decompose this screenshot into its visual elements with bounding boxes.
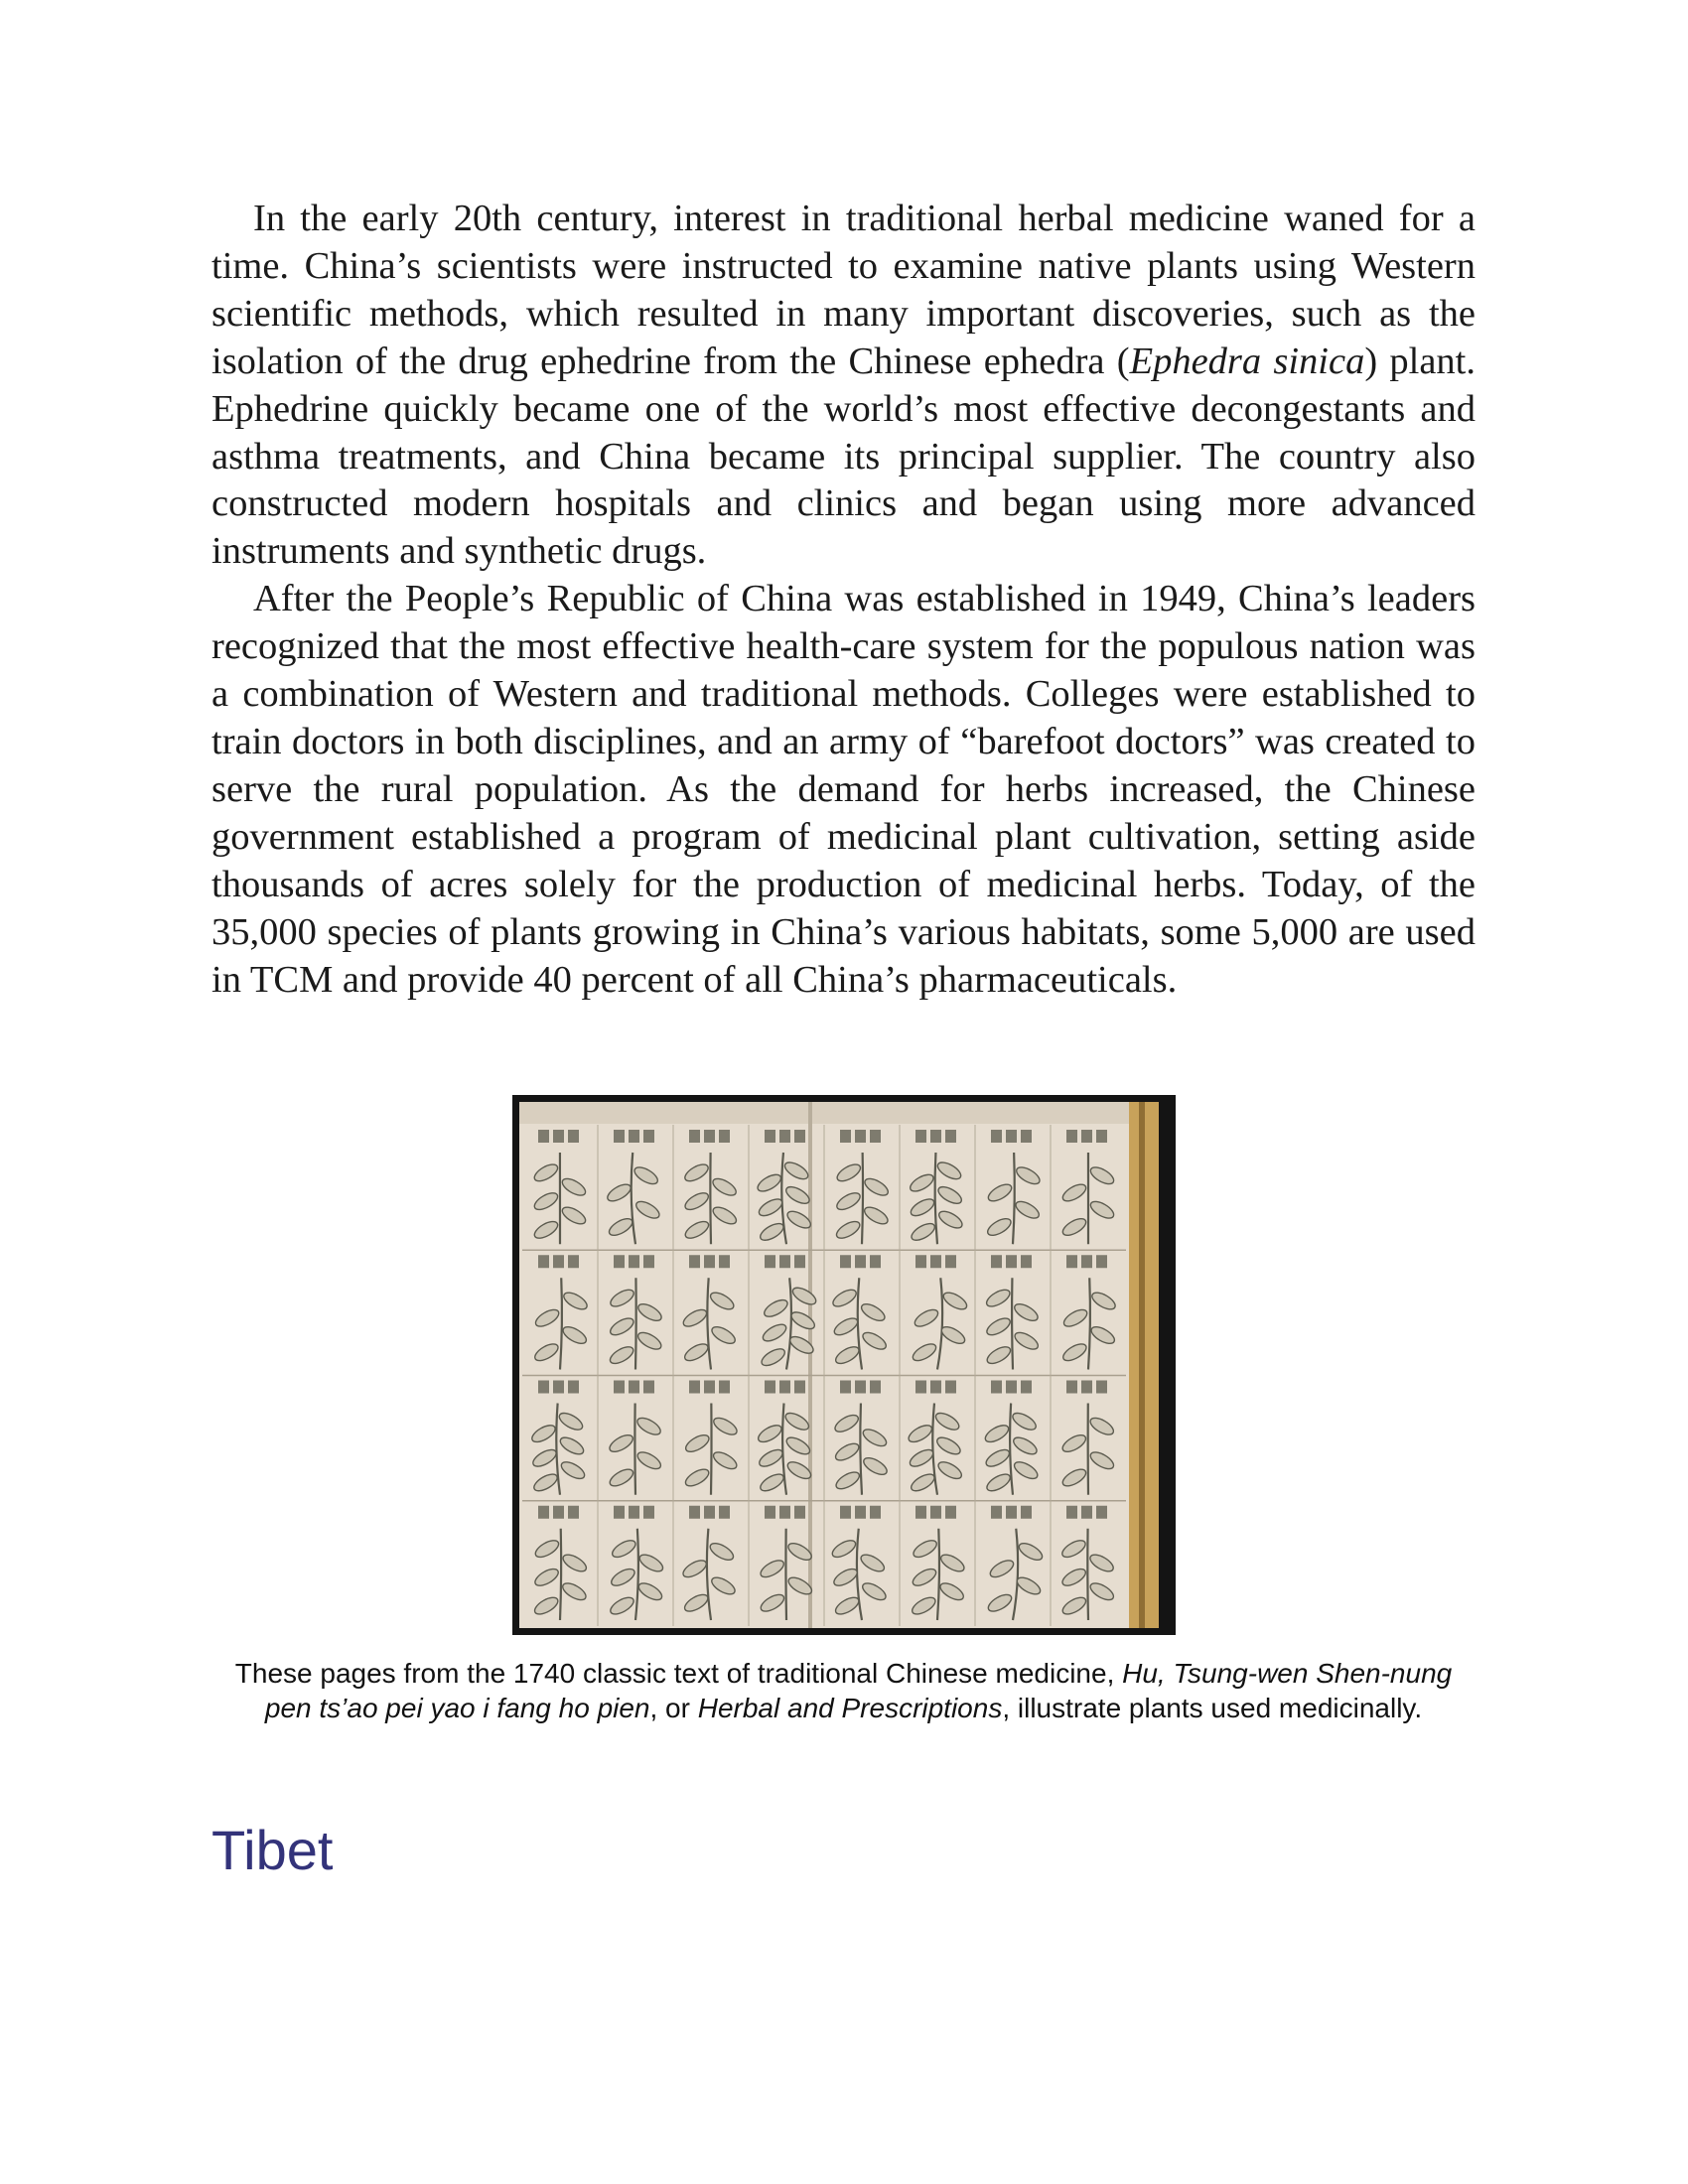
label-glyph [643,1506,654,1519]
label-glyph [1081,1255,1092,1268]
label-glyph [1066,1506,1077,1519]
label-glyph [629,1130,639,1143]
paragraph-1 [211,196,1476,576]
label-glyph [568,1130,579,1143]
label-glyph [840,1130,851,1143]
label-glyph [643,1381,654,1394]
label-glyph [794,1381,805,1394]
label-glyph [704,1506,715,1519]
label-glyph [794,1506,805,1519]
label-glyph [991,1130,1002,1143]
label-glyph [1006,1381,1017,1394]
label-glyph [765,1506,775,1519]
label-glyph [629,1381,639,1394]
label-glyph [689,1255,700,1268]
label-glyph [629,1506,639,1519]
label-glyph [689,1381,700,1394]
plant-stem [634,1404,635,1495]
section-heading: Tibet [211,1819,334,1881]
label-glyph [945,1130,956,1143]
label-glyph [765,1381,775,1394]
species-name: Ephedra sinica [1129,340,1365,382]
label-glyph [1021,1130,1032,1143]
label-glyph [915,1381,926,1394]
label-glyph [840,1381,851,1394]
label-glyph [1081,1130,1092,1143]
label-glyph [553,1130,564,1143]
label-glyph [855,1255,866,1268]
label-glyph [855,1381,866,1394]
label-glyph [614,1381,625,1394]
label-glyph [840,1255,851,1268]
label-glyph [794,1255,805,1268]
figure-caption [211,1656,1476,1725]
plant-stem [710,1153,711,1244]
paragraph-1-text-b: ) plant. Ephedrine quickly became one of the world’s most effective decongestants and asthma treatments, and China became its principal supplier. The country also constructed modern hospitals and clinics and began using more advanced instruments and synthetic drugs. [211,340,1476,573]
label-glyph [945,1255,956,1268]
label-glyph [779,1506,790,1519]
label-glyph [689,1130,700,1143]
caption-book-title: Hu, Tsung-wen Shen-nung pen ts’ao pei yao i fang ho pien [264,1658,1453,1723]
label-glyph [794,1130,805,1143]
label-glyph [1021,1255,1032,1268]
label-glyph [719,1130,730,1143]
label-glyph [840,1506,851,1519]
spine-edge [1139,1102,1145,1628]
label-glyph [915,1130,926,1143]
label-glyph [870,1255,881,1268]
label-glyph [870,1381,881,1394]
plant-stem [785,1529,786,1620]
label-glyph [719,1381,730,1394]
label-glyph [1006,1255,1017,1268]
label-glyph [1096,1506,1107,1519]
caption-text-b: , or [649,1693,698,1723]
label-glyph [1066,1130,1077,1143]
plant-stem [862,1153,863,1244]
label-glyph [643,1130,654,1143]
plant-stem [635,1278,636,1369]
label-glyph [1081,1506,1092,1519]
label-glyph [1081,1381,1092,1394]
label-glyph [614,1255,625,1268]
label-glyph [945,1381,956,1394]
label-glyph [855,1506,866,1519]
header-band [519,1102,1157,1124]
label-glyph [553,1255,564,1268]
label-glyph [991,1381,1002,1394]
label-glyph [945,1506,956,1519]
label-glyph [765,1130,775,1143]
plant-stem [711,1404,712,1495]
label-glyph [915,1506,926,1519]
label-glyph [855,1130,866,1143]
label-glyph [689,1506,700,1519]
label-glyph [930,1381,941,1394]
label-glyph [930,1506,941,1519]
label-glyph [1006,1506,1017,1519]
caption-text-a: These pages from the 1740 classic text of traditional Chinese medicine, [234,1658,1123,1689]
label-glyph [614,1130,625,1143]
label-glyph [643,1255,654,1268]
label-glyph [629,1255,639,1268]
paragraph-1-text-a: In the early 20th century, interest in traditional herbal medicine waned for a time. China’s scientists were instructed to examine native plants using Western scientific methods, which resulted in many important discoveries, such as the isolation of the drug ephedrine from the Chinese ephedra ( [211,198,1476,382]
label-glyph [1066,1255,1077,1268]
label-glyph [991,1506,1002,1519]
caption-book-english-title: Herbal and Prescriptions [697,1693,1003,1723]
label-glyph [915,1255,926,1268]
label-glyph [538,1255,549,1268]
label-glyph [1096,1255,1107,1268]
label-glyph [765,1255,775,1268]
label-glyph [1066,1381,1077,1394]
label-glyph [870,1130,881,1143]
label-glyph [1021,1506,1032,1519]
label-glyph [779,1130,790,1143]
label-glyph [538,1381,549,1394]
label-glyph [779,1255,790,1268]
label-glyph [704,1130,715,1143]
label-glyph [719,1506,730,1519]
label-glyph [553,1381,564,1394]
label-glyph [1096,1130,1107,1143]
body-text [211,196,1476,1004]
plant-stem [1012,1278,1013,1369]
label-glyph [704,1255,715,1268]
label-glyph [568,1255,579,1268]
label-glyph [1021,1381,1032,1394]
label-glyph [538,1130,549,1143]
label-glyph [870,1506,881,1519]
paragraph-2: After the People’s Republic of China was established in 1949, China’s leaders recognized that the most effective health-care system for the populous nation was a combination of Western and traditional methods. Colleges were established to train doctors in both disciplines, and an army of “barefoot doctors” was created to serve the rural population. As the demand for herbs increased, the Chinese government established a program of medicinal plant cultivation, setting aside thousands of acres solely for the production of medicinal herbs. Today, of the 35,000 species of plants growing in China’s various habitats, some 5,000 are used in TCM and provide 40 percent of all China’s pharmaceuticals. [211,578,1476,1001]
label-glyph [779,1381,790,1394]
label-glyph [553,1506,564,1519]
plant-stem [560,1529,561,1620]
label-glyph [930,1130,941,1143]
label-glyph [719,1255,730,1268]
label-glyph [614,1506,625,1519]
label-glyph [704,1381,715,1394]
plant-stem [1087,1529,1088,1620]
caption-text-c: , illustrate plants used medicinally. [1002,1693,1423,1723]
label-glyph [1096,1381,1107,1394]
label-glyph [1006,1130,1017,1143]
herbal-book-illustration [512,1095,1176,1635]
label-glyph [930,1255,941,1268]
label-glyph [538,1506,549,1519]
label-glyph [568,1381,579,1394]
label-glyph [568,1506,579,1519]
illustration-canvas [512,1095,1176,1635]
label-glyph [991,1255,1002,1268]
